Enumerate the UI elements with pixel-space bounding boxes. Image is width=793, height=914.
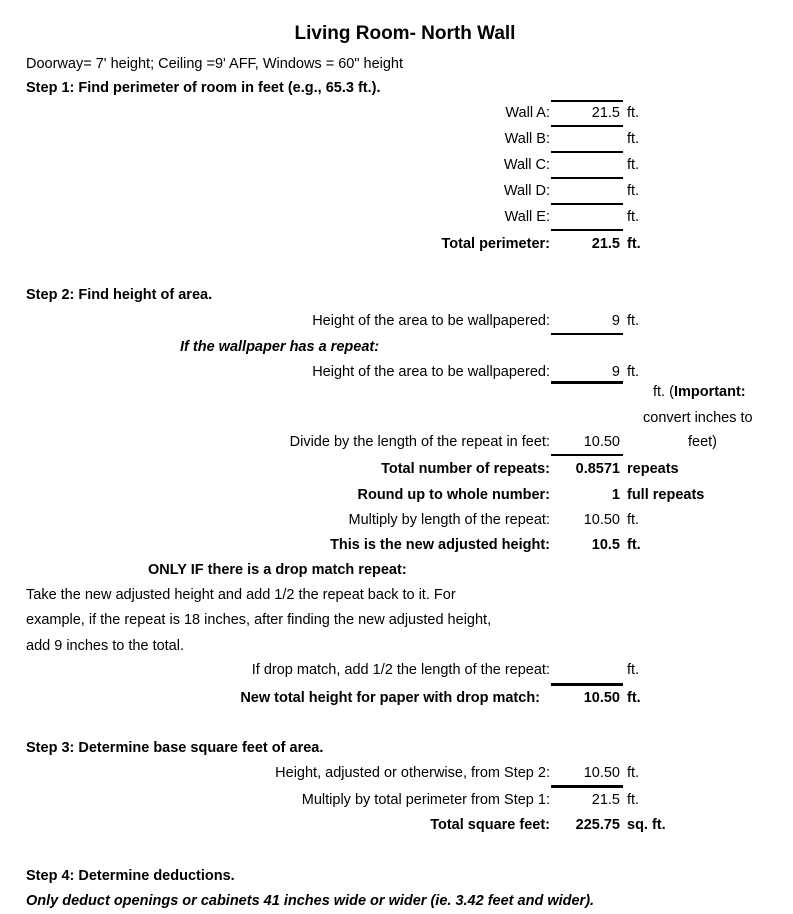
- height-label: Height of the area to be wallpapered:: [312, 313, 550, 329]
- wall-b-unit: ft.: [627, 131, 640, 147]
- input-top-border: [551, 100, 623, 102]
- wall-e-label: Wall E:: [504, 209, 550, 225]
- height2-input[interactable]: 9: [611, 364, 620, 380]
- wall-d-underline: [551, 203, 623, 205]
- adjusted-value: 10.5: [591, 537, 620, 553]
- round-label: Round up to whole number:: [357, 487, 550, 503]
- wall-a-label: Wall A:: [505, 105, 550, 121]
- step4-note: Only deduct openings or cabinets 41 inches wide or wider (ie. 3.42 feet and wider).: [26, 893, 595, 909]
- step3-heading: Step 3: Determine base square feet of area.: [26, 740, 324, 756]
- wall-a-unit: ft.: [627, 105, 640, 121]
- step4-heading: Step 4: Determine deductions.: [26, 868, 235, 884]
- step1-heading: Step 1: Find perimeter of room in feet (e.g., 65.3 ft.).: [26, 80, 381, 96]
- step3-height-label: Height, adjusted or otherwise, from Step 2:: [275, 765, 550, 781]
- repeats-value: 0.8571: [575, 461, 620, 477]
- height-unit: ft.: [627, 313, 640, 329]
- step3-height-value: 10.50: [583, 765, 620, 781]
- step3-perim-label: Multiply by total perimeter from Step 1:: [301, 792, 550, 808]
- repeat-heading: If the wallpaper has a repeat:: [180, 339, 380, 355]
- wall-e-unit: ft.: [627, 209, 640, 225]
- wall-a-input[interactable]: 21.5: [591, 105, 620, 121]
- height-underline: [551, 333, 623, 335]
- wall-a-underline: [551, 125, 623, 127]
- wall-c-label: Wall C:: [503, 157, 550, 173]
- repeat-length-underline: [551, 454, 623, 456]
- repeats-unit: repeats: [627, 461, 679, 477]
- intro-text: Doorway= 7' height; Ceiling =9' AFF, Windows = 60" height: [26, 56, 404, 72]
- step3-perim-unit: ft.: [627, 792, 640, 808]
- important-note-line3: feet): [688, 434, 718, 450]
- page-title: Living Room- North Wall: [294, 23, 516, 44]
- drop-add-unit: ft.: [627, 662, 640, 678]
- step3-perim-value: 21.5: [591, 792, 620, 808]
- drop-add-underline: [551, 683, 623, 686]
- round-unit: full repeats: [627, 487, 705, 503]
- new-total-unit: ft.: [627, 690, 641, 706]
- new-total-label: New total height for paper with drop match:: [240, 690, 540, 706]
- total-perimeter-value: 21.5: [591, 236, 620, 252]
- important-note-line1: ft. (Important:: [653, 384, 746, 400]
- step3-height-underline: [551, 785, 623, 788]
- wall-d-unit: ft.: [627, 183, 640, 199]
- divide-label: Divide by the length of the repeat in feet:: [289, 434, 550, 450]
- new-total-value: 10.50: [583, 690, 620, 706]
- multiply-label: Multiply by length of the repeat:: [348, 512, 550, 528]
- round-value: 1: [611, 487, 620, 503]
- total-perimeter-label: Total perimeter:: [441, 236, 550, 252]
- total-sqft-label: Total square feet:: [430, 817, 550, 833]
- wall-c-unit: ft.: [627, 157, 640, 173]
- multiply-value: 10.50: [583, 512, 620, 528]
- wall-b-underline: [551, 151, 623, 153]
- height2-label: Height of the area to be wallpapered:: [312, 364, 550, 380]
- drop-add-label: If drop match, add 1/2 the length of the repeat:: [251, 662, 550, 678]
- total-perimeter-unit: ft.: [627, 236, 641, 252]
- wall-d-label: Wall D:: [503, 183, 550, 199]
- wall-b-label: Wall B:: [504, 131, 550, 147]
- important-note-line2: convert inches to: [643, 410, 753, 426]
- repeats-label: Total number of repeats:: [381, 461, 550, 477]
- wall-c-underline: [551, 177, 623, 179]
- step2-heading: Step 2: Find height of area.: [26, 287, 213, 303]
- total-sqft-unit: sq. ft.: [627, 817, 666, 833]
- adjusted-unit: ft.: [627, 537, 641, 553]
- total-sqft-value: 225.75: [575, 817, 620, 833]
- step3-height-unit: ft.: [627, 765, 640, 781]
- drop-text-line3: add 9 inches to the total.: [26, 638, 184, 654]
- multiply-unit: ft.: [627, 512, 640, 528]
- height2-underline: [551, 381, 623, 384]
- height2-unit: ft.: [627, 364, 640, 380]
- repeat-length-input[interactable]: 10.50: [583, 434, 620, 450]
- adjusted-label: This is the new adjusted height:: [330, 537, 550, 553]
- drop-match-heading: ONLY IF there is a drop match repeat:: [148, 562, 407, 578]
- height-input[interactable]: 9: [611, 313, 620, 329]
- drop-text-line1: Take the new adjusted height and add 1/2 the repeat back to it. For: [26, 587, 456, 603]
- drop-text-line2: example, if the repeat is 18 inches, after finding the new adjusted height,: [26, 612, 492, 628]
- wall-e-underline: [551, 229, 623, 231]
